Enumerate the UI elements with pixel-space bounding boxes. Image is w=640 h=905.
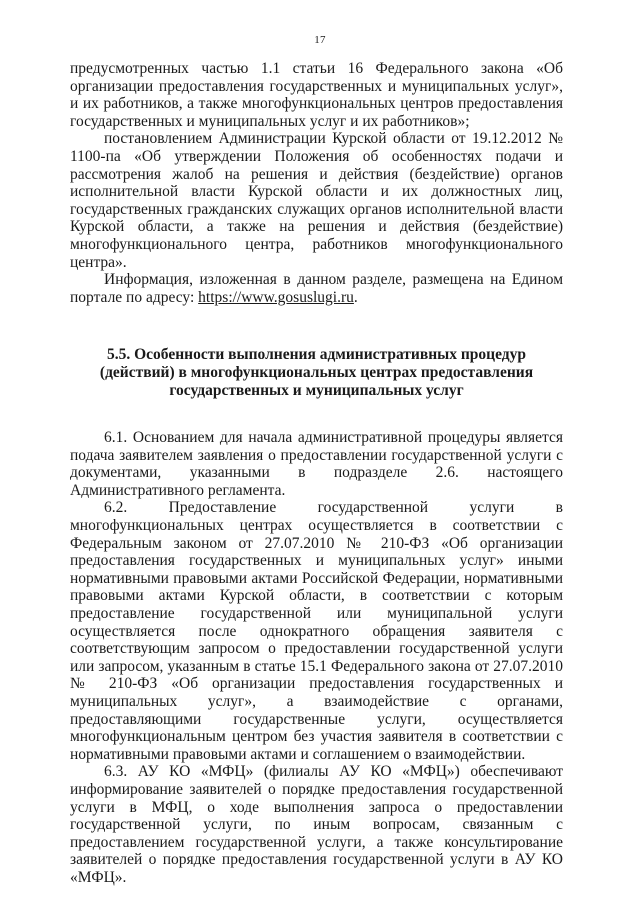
document-body <box>70 60 563 887</box>
paragraph-6-3: 6.3. АУ КО «МФЦ» (филиалы АУ КО «МФЦ») обеспечивают информирование заявителей о порядке предоставления государственной услуги в МФЦ, о ходе выполнения запроса о предоставлении государственной услуги, по иным вопросам, связанным с предоставлением государственной услуги, а также консультирование заявителей о порядке предоставления государственной услуги в АУ КО «МФЦ». <box>70 763 563 886</box>
paragraph-information-end: . <box>353 288 358 306</box>
section-spacer-after-heading <box>70 399 563 429</box>
paragraph-6-1: 6.1. Основанием для начала административной процедуры является подача заявителем заявления о предоставлении государственной услуги с документами, указанными в подразделе 2.6. настоящего Административного регламента. <box>70 429 563 499</box>
paragraph-information-text: Информация, изложенная в данном разделе, размещена на Едином портале по адресу: <box>70 271 563 306</box>
paragraph-resolution: постановлением Администрации Курской области от 19.12.2012 № 1100-па «Об утверждении Положения об особенностях подачи и рассмотрения жалоб на решения и действия (бездействие) органов исполнительной власти Курской области и их должностных лиц, государственных гражданских служащих органов исполнительной власти Курской области, а также на решения и действия (бездействие) многофункционального центра, работников многофункционального центра». <box>70 130 563 271</box>
section-heading-line-1: 5.5. Особенности выполнения административных процедур <box>106 346 526 364</box>
paragraph-continuation: предусмотренных частью 1.1 статьи 16 Федерального закона «Об организации предоставления государственных и муниципальных услуг», и их работников, а также многофункциональных центров предоставления государственных и муниципальных услуг и их работников»; <box>70 60 563 130</box>
section-heading-line-2: (действий) в многофункциональных центрах предоставления <box>99 363 534 381</box>
section-heading <box>70 346 563 399</box>
paragraph-6-2: 6.2. Предоставление государственной услуги в многофункциональных центрах осуществляется в соответствии с Федеральным законом от 27.07.2010 № 210-ФЗ «Об организации предоставления государственных и муниципальных услуг» иными нормативными правовыми актами Российской Федерации, нормативными правовыми актами Курской области, в соответствии с которым предоставление государственной или муниципальной услуги осуществляется после однократного обращения заявителя с соответствующим запросом о предоставлении государственной услуги или запросом, указанным в статье 15.1 Федерального закона от 27.07.2010 № 210-ФЗ «Об организации предоставления государственных и муниципальных услуг», а взаимодействие с органами, предоставляющими государственные услуги, осуществляется многофункциональным центром без участия заявителя в соответствии с нормативными правовыми актами и соглашением о взаимодействии. <box>70 499 563 763</box>
paragraph-information <box>70 271 563 306</box>
section-spacer <box>70 306 563 346</box>
gosuslugi-link[interactable]: https://www.gosuslugi.ru <box>198 288 354 306</box>
section-heading-line-3: государственных и муниципальных услуг <box>169 381 464 399</box>
page-number: 17 <box>314 34 326 46</box>
